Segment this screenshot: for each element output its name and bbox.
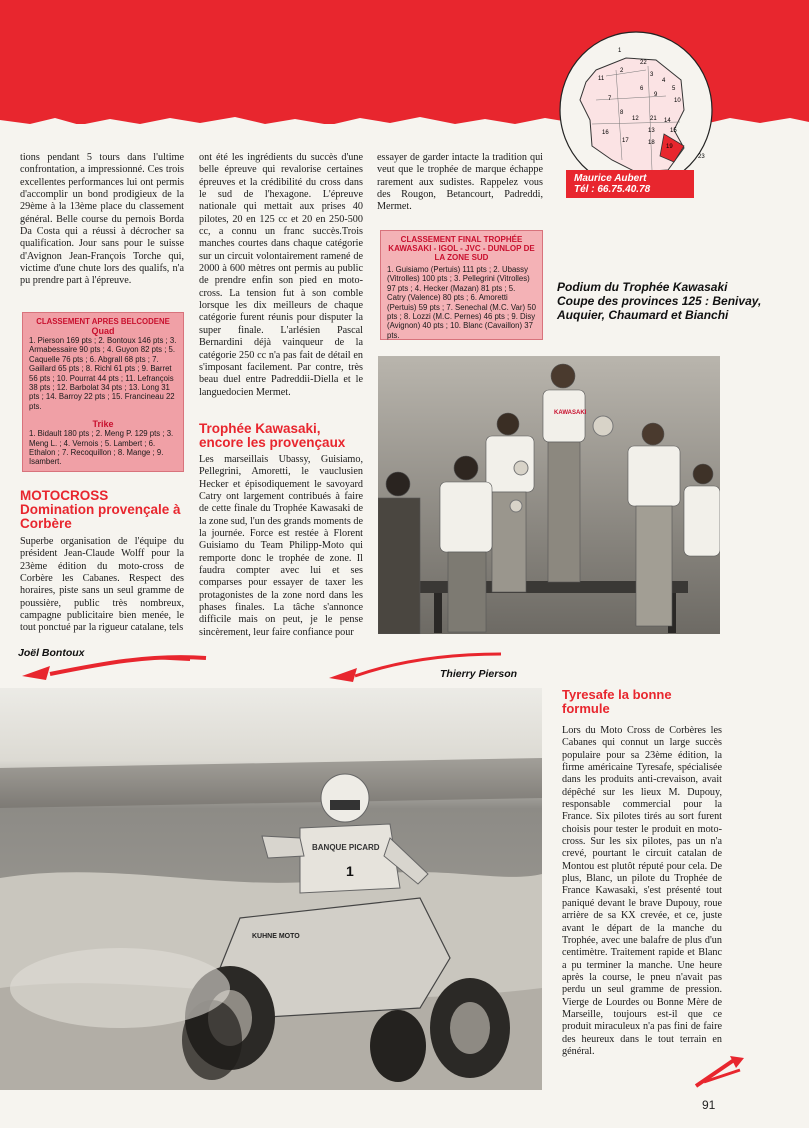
kawasaki-headline: Trophée Kawasaki, encore les provençaux — [199, 421, 346, 450]
motocross-kicker: MOTOCROSS — [20, 488, 109, 503]
motocross-headline-block — [20, 489, 190, 531]
article-paragraph: Lors du Moto Cross de Corbères les Cabanes qui connut un large succès populaire pour sa 23ème édition, la firme américaine Tyresafe, spécialisée dans les produits anti-crevaison, avait dépêché sur les lieux M. Dupouy, responsable commercial pour la France. Six pilotes tirés au sort furent choisis pour tester le produit en moto-cross. Sur les six pilotes, pas un n'a crevé, pourtant le circuit catalan de Montou est plutôt réputé pour cela. De plus, Blanc, un pilote du Trophée de France Kawasaki, s'est présenté tout paniqué devant le brave Dupouy, roue arrière de sa KX crevée, et ce, juste avant le départ de la manche du Trophée, avec une balafre de plus d'un centimètre. Traitement rapide et Blanc a pu terminer la manche. Une heure après la course, le pneu n'avait pas perdu un seul gramme de pression. Vierge de Lourdes ou Bonne Mère de Marseille, toujours est-il que ce produit miraculeux n'a pas fini de faire des heureux dans le tout terrain en général. — [562, 725, 722, 1057]
tyresafe-headline: Tyresafe la bonne formule — [562, 687, 672, 716]
red-end-arrow — [690, 1052, 746, 1092]
article-paragraph: tions pendant 5 tours dans l'ultime confrontation, a impressionné. Ces trois excellentes performances lui ont permis d'accomplir un bond prodigieux de la 29ème à la 13ème place du classement général. Belle course du pernois Borda Da Costa qui a réussi à décrocher sa qualification. Jour sans pour le suisse d'Avignon Jean-François Torche qui, victime d'une chute lors des qualifs, n'a pu prendre part à l'épreuve. — [20, 152, 184, 287]
map-zone-number: 9 — [654, 92, 658, 98]
map-zone-number: 19 — [666, 144, 673, 150]
map-zone-number: 2 — [620, 68, 624, 74]
column-1-text — [20, 152, 184, 288]
kawasaki-text — [199, 454, 363, 639]
contact-phone: Tél : 66.75.40.78 — [574, 184, 651, 195]
map-zone-number: 21 — [650, 116, 657, 122]
podium-caption: Podium du Trophée Kawasaki Coupe des provinces 125 : Benivay, Auquier, Chaumard et Bianchi — [557, 280, 762, 322]
rider-bib-number: 1 — [346, 863, 354, 879]
map-zone-number: 13 — [648, 128, 655, 134]
classement-final-results: 1. Guisiamo (Pertuis) 111 pts ; 2. Ubassy (Vitrolles) 100 pts ; 3. Pellegrini (Vitrolles) 97 pts ; 4. Hecker (Mazan) 81 pts ; 5. Catry (Valence) 80 pts ; 6. Amoretti (Pertuis) 59 pts ; 7. Senechal (M.C. Var) 50 pts ; 8. Lozzi (M.C. Pernes) 46 pts ; 9. Disy (Avignon) 40 pts ; 10. Blanc (Cavaillon) 37 pts. — [387, 265, 536, 340]
motocross-text — [20, 536, 184, 635]
map-zone-number: 12 — [632, 116, 639, 122]
article-paragraph: Superbe organisation de l'équipe du président Jean-Claude Wolff pour la 23ème édition du moto-cross de Corbère les Cabanes. Respect des horaires, piste sans un seul gramme de poussière, public très nombreux, campagne publicitaire bien menée, le tout ponctué par la rigueur catalane, tels — [20, 536, 184, 634]
classement-belcodene-title: CLASSEMENT APRES BELCODENE — [36, 317, 170, 326]
map-zone-number: 11 — [598, 76, 605, 82]
trike-results: 1. Bidault 180 pts ; 2. Meng P. 129 pts ; 3. Meng L. ; 4. Vernois ; 5. Lambert ; 6. Ethalon ; 7. Recoquillon ; 8. Mange ; 9. Isambert. — [29, 429, 174, 467]
map-zone-number: 17 — [622, 138, 629, 144]
contact-box — [566, 170, 694, 198]
map-zone-number: 18 — [648, 140, 655, 146]
map-zone-number: 4 — [662, 78, 666, 84]
map-zone-number: 6 — [640, 86, 644, 92]
quad-results: 1. Pierson 169 pts ; 2. Bontoux 146 pts ; 3. Armabessaire 90 pts ; 4. Guyon 82 pts ; 5. Caquelle 76 pts ; 6. Abgrall 68 pts ; 7. Gaillard 65 pts ; 8. Richl 61 pts ; 9. Barret 56 pts ; 10. Pourrat 44 pts ; 11. Lefrançois 38 pts ; 12. Barbolat 34 pts ; 13. Long 31 pts ; 14. Barroy 22 pts ; 15. Francineau 22 pts. — [29, 336, 177, 411]
classement-final-title: CLASSEMENT FINAL TROPHÉE KAWASAKI - IGOL - JVC - DUNLOP DE LA ZONE SUD — [388, 235, 535, 262]
rider-vest-text: BANQUE PICARD — [312, 843, 380, 852]
column-2-text — [199, 152, 363, 399]
map-zone-number: 3 — [650, 72, 654, 78]
article-paragraph: ont été les ingrédients du succès d'une belle épreuve qui revalorise certaines épreuves et la crédibilité du cross dans le sud de l'hexagone. L'épreuve nationale qui mettait aux prises 40 pilotes, 20 en 125 cc et 20 en 250-500 cc, a connu un franc succès.Trois manches courtes dans chaque catégorie sur un circuit volontairement ramené de 2000 à 600 mètres ont permis au public de prendre enfin son pied en moto-cross. La tension fut à son comble lorsque les dix meilleurs de chaque catégorie furent réunis pour disputer la super finale. L'arlésien Pascal Bernardini déjà vainqueur de la catégorie 250 cc n'a pas fait de détail en s'imposant facilement. Par contre, très beau duel entre Padreddii-Diella et le languedocien Mermet. — [199, 152, 363, 398]
classement-final-box — [380, 230, 543, 340]
contact-name: Maurice Aubert — [574, 173, 647, 184]
tyresafe-text — [562, 725, 722, 1058]
map-zone-number: 15 — [670, 128, 677, 134]
photo-credit-bontoux: Joël Bontoux — [18, 647, 85, 659]
map-zone-number: 23 — [698, 154, 705, 160]
motocross-headline: Domination provençale à Corbère — [20, 502, 181, 531]
quad-race-photo — [0, 688, 542, 1090]
trike-label: Trike — [92, 419, 114, 430]
classement-belcodene-box — [22, 312, 184, 472]
photo-credit-pierson: Thierry Pierson — [440, 668, 518, 680]
map-zone-number: 16 — [602, 130, 609, 136]
article-paragraph: Les marseillais Ubassy, Guisiamo, Pellegrini, Amoretti, le vauclusien Hecker et épisodiquement le savoyard Catry ont largement contribués à faire de cette finale du Trophée Kawasaki de la zone sud, l'un des grands moments de la journée. Force est restée à Florent Guisiamo du Team Philipp-Moto qui remporte donc le trophée de zone. Il faudra compter avec lui et ses comparses pour essayer de taxer les protagonistes de la zone nord dans les phases finales. La tâche s'annonce difficile mais on peut, je le pense sincèrement, leur faire confiance pour — [199, 454, 363, 638]
red-arrow-left-1 — [10, 650, 210, 684]
map-zone-number: 7 — [608, 96, 612, 102]
map-zone-number: 22 — [640, 60, 647, 66]
quad-label: Quad — [91, 326, 115, 336]
map-zone-number: 10 — [674, 98, 681, 104]
kawasaki-shirt-text: KAWASAKI — [554, 410, 587, 416]
column-3-text — [377, 152, 543, 214]
map-zone-number: 8 — [620, 110, 624, 116]
map-zone-number: 1 — [618, 48, 622, 54]
article-paragraph: essayer de garder intacte la tradition qui veut que le trophée de marque échappe rarement aux sudistes. Rappelez vous des Rougon, Betancourt, Padreddi, Mermet. — [377, 152, 543, 213]
map-zone-number: 14 — [664, 118, 671, 124]
quad-fairing-text: KUHNE MOTO — [252, 933, 300, 940]
map-zone-number: 5 — [672, 86, 676, 92]
podium-photo — [378, 356, 720, 634]
page-number: 91 — [702, 1098, 716, 1112]
